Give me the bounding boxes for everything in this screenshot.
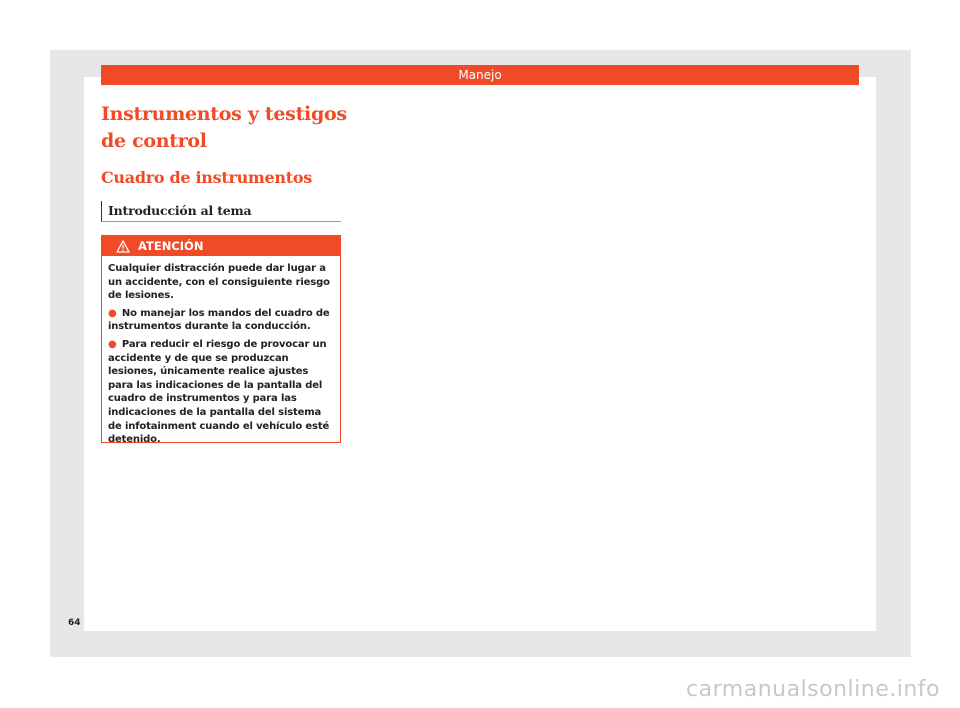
section-header-label: Manejo — [458, 68, 502, 82]
section-title: Cuadro de instrumentos — [101, 168, 312, 187]
watermark: carmanualsonline.info — [686, 677, 940, 702]
warning-triangle-icon — [116, 240, 130, 253]
section-header-bar — [101, 65, 859, 85]
warning-bullet — [108, 338, 334, 447]
warning-label: ATENCIÓN — [138, 239, 204, 253]
warning-bullet-text: Para reducir el riesgo de provocar un accidente y de que se produzcan lesiones, únicamente realice ajustes para las indicaciones de la pantalla del cuadro de instrumentos y para las indicaciones de la pantalla del sistema de infotainment cuando el vehículo esté detenido. — [108, 338, 330, 446]
warning-bullet-text: No manejar los mandos del cuadro de instrumentos durante la conducción. — [108, 307, 330, 333]
bullet-icon: ● — [108, 307, 117, 319]
warning-bullet — [108, 307, 334, 334]
warning-header — [102, 236, 340, 256]
page-number: 64 — [68, 618, 81, 628]
warning-intro: Cualquier distracción puede dar lugar a un accidente, con el consiguiente riesgo de lesiones. — [108, 263, 330, 302]
warning-body — [102, 256, 340, 447]
topic-title: Introducción al tema — [101, 201, 341, 222]
bullet-icon: ● — [108, 338, 117, 350]
warning-box — [101, 235, 341, 446]
chapter-title: Instrumentos y testigos de control — [101, 103, 347, 152]
